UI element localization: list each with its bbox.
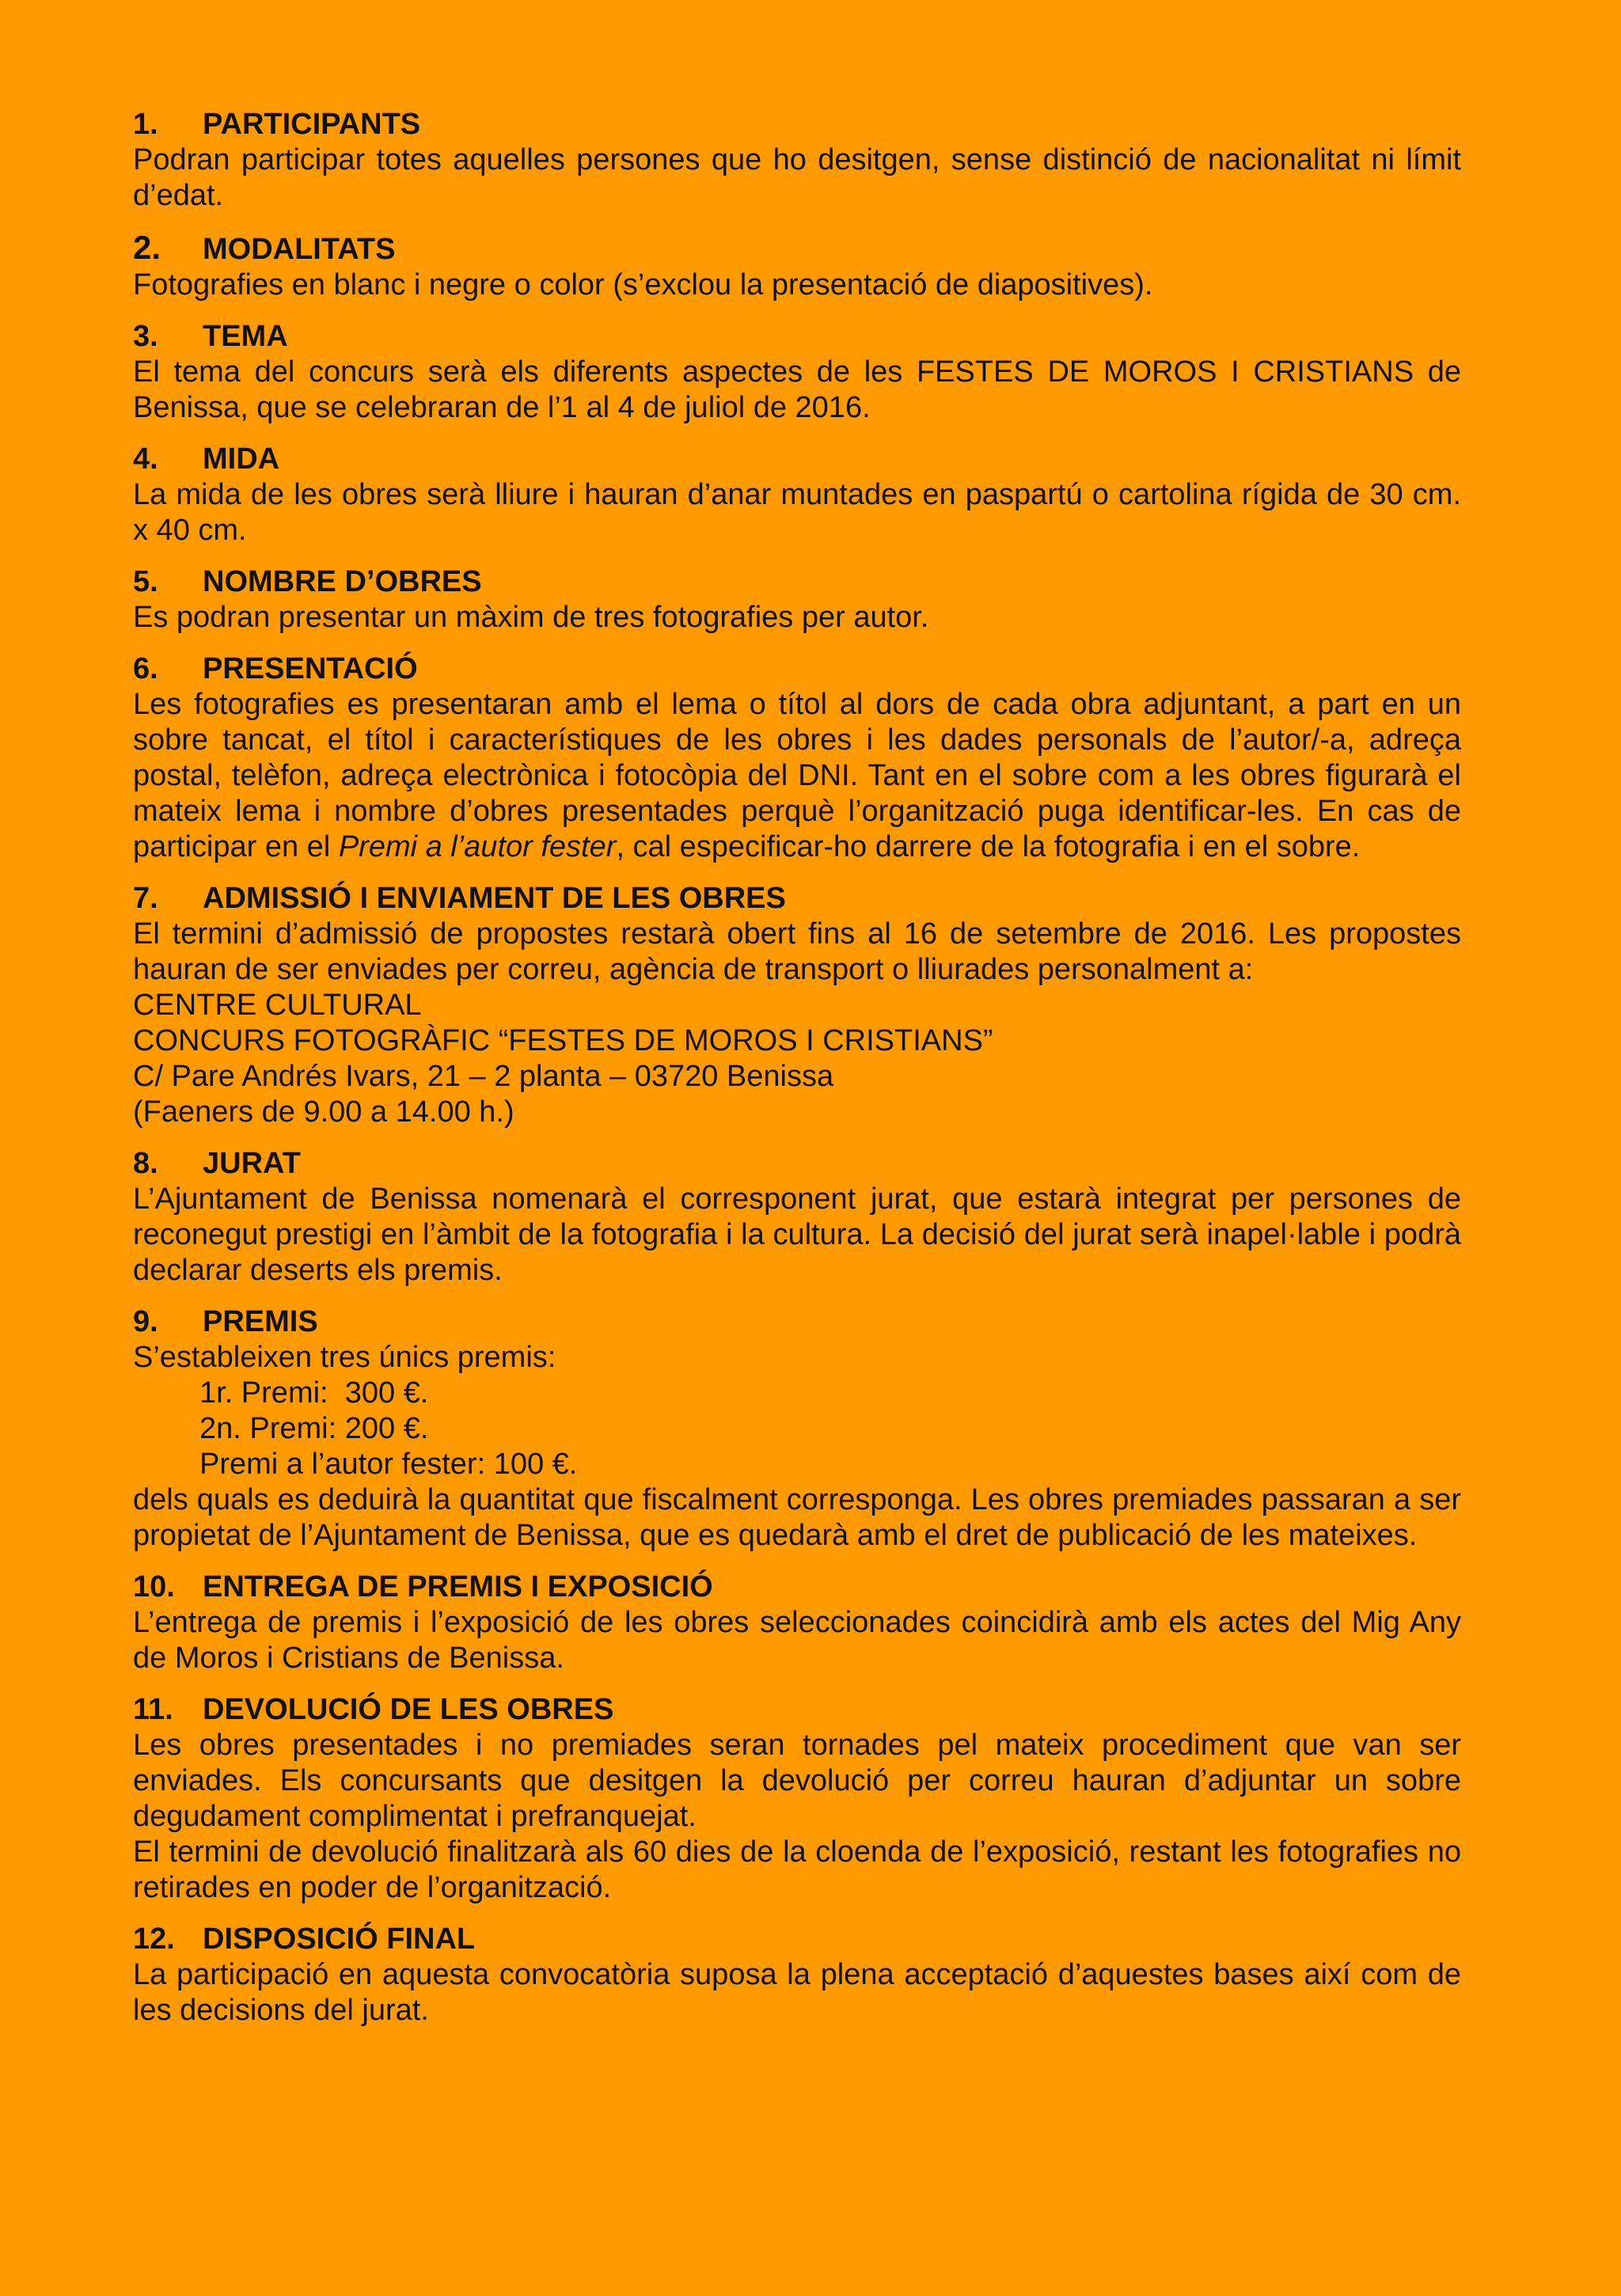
section-title: ENTREGA DE PREMIS I EXPOSICIÓ (203, 1570, 713, 1603)
section-title: DEVOLUCIÓ DE LES OBRES (203, 1693, 614, 1726)
section-presentacio (133, 651, 1461, 865)
section-title: ADMISSIÓ I ENVIAMENT DE LES OBRES (203, 882, 786, 915)
section-heading (133, 564, 1461, 600)
section-heading (133, 230, 1461, 268)
section-number: 3. (133, 320, 158, 353)
section-body: Les obres presentades i no premiades seran tornades pel mateix procediment que van ser enviades. Els concursants que desitgen la devolució per correu hauran d’adjuntar un sobre degudament complimentat i prefranquejat. (133, 1729, 1461, 1833)
section-body: L’entrega de premis i l’exposició de les obres seleccionades coincidirà amb els actes del Mig Any de Moros i Cristians de Benissa. (133, 1606, 1461, 1675)
section-body: El termini de devolució finalitzarà als 60 dies de la cloenda de l’exposició, restant les fotografies no retirades en poder de l’organització. (133, 1835, 1461, 1904)
section-body (133, 687, 1461, 865)
section-title: MODALITATS (203, 233, 396, 266)
body-italic-text: Premi a l’autor fester (338, 830, 617, 863)
section-number: 10. (133, 1570, 175, 1603)
section-intro: S’estableixen tres únics premis: (133, 1341, 556, 1374)
prize-item: 2n. Premi: 200 €. (199, 1412, 429, 1445)
section-devolucio (133, 1692, 1461, 1906)
section-heading (133, 651, 1461, 687)
section-title: TEMA (203, 320, 288, 353)
section-number: 8. (133, 1147, 158, 1180)
section-admissio (133, 881, 1461, 1130)
address-line: CONCURS FOTOGRÀFIC “FESTES DE MOROS I CRISTIANS” (133, 1024, 993, 1057)
section-title: PRESENTACIÓ (203, 652, 418, 685)
section-number: 1. (133, 108, 158, 141)
section-entrega (133, 1569, 1461, 1676)
section-body: Podran participar totes aquelles persones que ho desitgen, sense distinció de nacionalitat ni límit d’edat. (133, 143, 1461, 212)
body-text: , cal especificar-ho darrere de la fotografia i en el sobre. (616, 830, 1361, 863)
section-body: La mida de les obres serà lliure i hauran d’anar muntades en paspartú o cartolina rígida de 30 cm. x 40 cm. (133, 478, 1461, 547)
section-number: 5. (133, 565, 158, 598)
section-tema (133, 319, 1461, 426)
section-body: Es podran presentar un màxim de tres fotografies per autor. (133, 601, 929, 634)
section-title: NOMBRE D’OBRES (203, 565, 482, 598)
section-body: L’Ajuntament de Benissa nomenarà el corresponent jurat, que estarà integrat per persones de reconegut prestigi en l’àmbit de la fotografia i la cultura. La decisió del jurat serà inapel·lable i podrà declarar deserts els premis. (133, 1182, 1461, 1287)
section-heading (133, 1569, 1461, 1605)
section-number: 11. (133, 1693, 173, 1726)
section-title: PREMIS (203, 1305, 318, 1338)
section-title: PARTICIPANTS (203, 108, 421, 141)
section-heading (133, 107, 1461, 142)
section-title: DISPOSICIÓ FINAL (203, 1922, 476, 1956)
section-title: JURAT (203, 1147, 301, 1180)
section-body: La participació en aquesta convocatòria suposa la plena acceptació d’aquestes bases així com de les decisions del jurat. (133, 1958, 1461, 2027)
section-number: 2. (133, 229, 161, 266)
section-heading (133, 442, 1461, 477)
address-line: (Faeners de 9.00 a 14.00 h.) (133, 1095, 514, 1129)
section-jurat (133, 1146, 1461, 1288)
section-number: 9. (133, 1305, 158, 1338)
section-number: 7. (133, 882, 158, 915)
section-premis (133, 1304, 1461, 1554)
section-body: Fotografies en blanc i negre o color (s’exclou la presentació de diapositives). (133, 268, 1153, 302)
section-heading (133, 1304, 1461, 1340)
address-line: CENTRE CULTURAL (133, 989, 422, 1022)
section-heading (133, 1692, 1461, 1728)
section-modalitats (133, 230, 1461, 303)
section-heading (133, 1146, 1461, 1182)
section-body: El termini d’admissió de propostes restarà obert fins al 16 de setembre de 2016. Les propostes hauran de ser enviades per correu, agència de transport o lliurades personalment a: (133, 917, 1461, 986)
section-body: El tema del concurs serà els diferents aspectes de les FESTES DE MOROS I CRISTIANS de Benissa, que se celebraran de l’1 al 4 de juliol de 2016. (133, 355, 1461, 424)
section-body: dels quals es deduirà la quantitat que fiscalment corresponga. Les obres premiades passaran a ser propietat de l’Ajuntament de Benissa, que es quedarà amb el dret de publicació de les mateixes. (133, 1483, 1461, 1552)
section-title: MIDA (203, 442, 280, 476)
section-heading (133, 319, 1461, 355)
prize-item: 1r. Premi: 300 €. (199, 1376, 429, 1410)
section-nombre-obres (133, 564, 1461, 636)
rules-content (133, 107, 1461, 2044)
section-heading (133, 881, 1461, 917)
section-participants (133, 107, 1461, 214)
section-number: 12. (133, 1922, 175, 1956)
section-number: 4. (133, 442, 158, 476)
section-heading (133, 1922, 1461, 1957)
address-line: C/ Pare Andrés Ivars, 21 – 2 planta – 03720 Benissa (133, 1060, 834, 1093)
section-number: 6. (133, 652, 158, 685)
section-disposicio-final (133, 1922, 1461, 2028)
section-mida (133, 442, 1461, 548)
prize-item: Premi a l’autor fester: 100 €. (199, 1448, 578, 1481)
body-text: Les fotografies es presentaran amb el lema o títol al dors de cada obra adjuntant, a part en un sobre tancat, el títol i característiques de les obres i les dades personals de l’autor/-a, adreça postal, telèfon, adreça electrònica i fotocòpia del DNI. Tant en el sobre com a les obres figurarà el mateix lema i nombre d’obres presentades perquè l’organització puga identificar-les. En cas de participar en el (133, 688, 1461, 863)
